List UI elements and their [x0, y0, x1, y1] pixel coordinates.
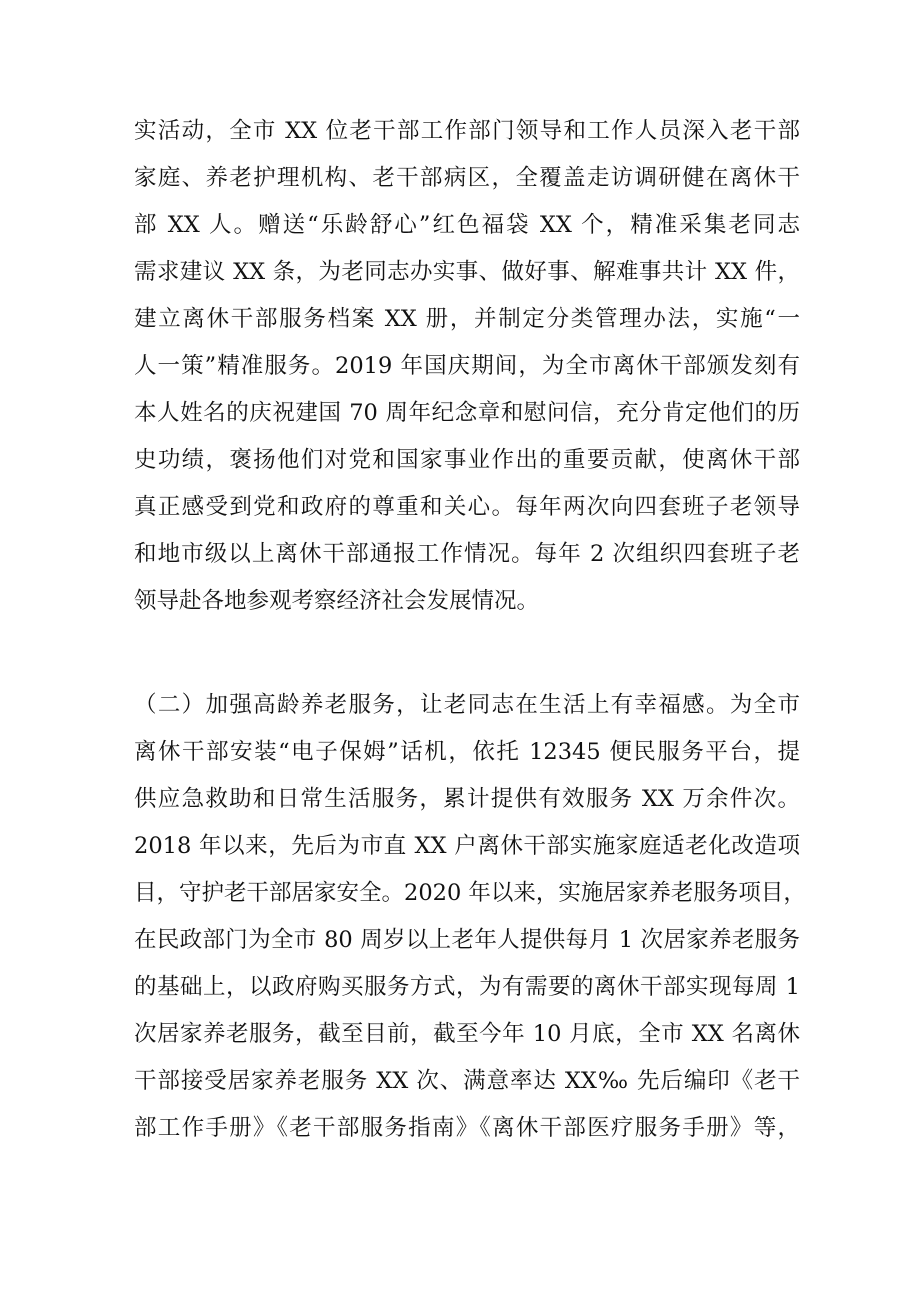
paragraph-line: 供应急救助和日常生活服务，累计提供有效服务 XX 万余件次。: [134, 786, 800, 812]
paragraph-line: 史功绩，褒扬他们对党和国家事业作出的重要贡献，使离休干部: [134, 447, 800, 473]
paragraph-line: 真正感受到党和政府的尊重和关心。每年两次向四套班子老领导: [134, 494, 800, 520]
paragraph-line: 和地市级以上离休干部通报工作情况。每年 2 次组织四套班子老: [134, 541, 800, 567]
paragraph-line: 的基础上，以政府购买服务方式，为有需要的离休干部实现每周 1: [134, 974, 800, 1000]
paragraph-line: 领导赴各地参观考察经济社会发展情况。: [134, 588, 540, 614]
paragraph-line: 建立离休干部服务档案 XX 册，并制定分类管理办法，实施“一: [134, 306, 800, 332]
paragraph-line: 人一策”精准服务。2019 年国庆期间，为全市离休干部颁发刻有: [134, 353, 800, 379]
paragraph-line: 实活动，全市 XX 位老干部工作部门领导和工作人员深入老干部: [134, 118, 800, 144]
paragraph-line: 部工作手册》《老干部服务指南》《离休干部医疗服务手册》等，: [134, 1115, 800, 1141]
paragraph-line: 次居家养老服务，截至目前，截至今年 10 月底，全市 XX 名离休: [134, 1021, 800, 1047]
paragraph-line: 目，守护老干部居家安全。2020 年以来，实施居家养老服务项目，: [134, 880, 806, 906]
paragraph-line: （二）加强高龄养老服务，让老同志在生活上有幸福感。为全市: [134, 692, 800, 718]
paragraph-line: 离休干部安装“电子保姆”话机，依托 12345 便民服务平台，提: [134, 739, 800, 765]
paragraph-line: 本人姓名的庆祝建国 70 周年纪念章和慰问信，充分肯定他们的历: [134, 400, 800, 426]
paragraph-line: 在民政部门为全市 80 周岁以上老年人提供每月 1 次居家养老服务: [134, 927, 800, 953]
paragraph-line: 家庭、养老护理机构、老干部病区，全覆盖走访调研健在离休干: [134, 165, 800, 191]
paragraph-line: 部 XX 人。赠送“乐龄舒心”红色福袋 XX 个，精准采集老同志: [134, 212, 800, 238]
paragraph-line: 2018 年以来，先后为市直 XX 户离休干部实施家庭适老化改造项: [134, 833, 800, 859]
paragraph-line: 需求建议 XX 条，为老同志办实事、做好事、解难事共计 XX 件，: [134, 259, 800, 285]
paragraph-line: 干部接受居家养老服务 XX 次、满意率达 XX‰ 先后编印《老干: [134, 1068, 800, 1094]
